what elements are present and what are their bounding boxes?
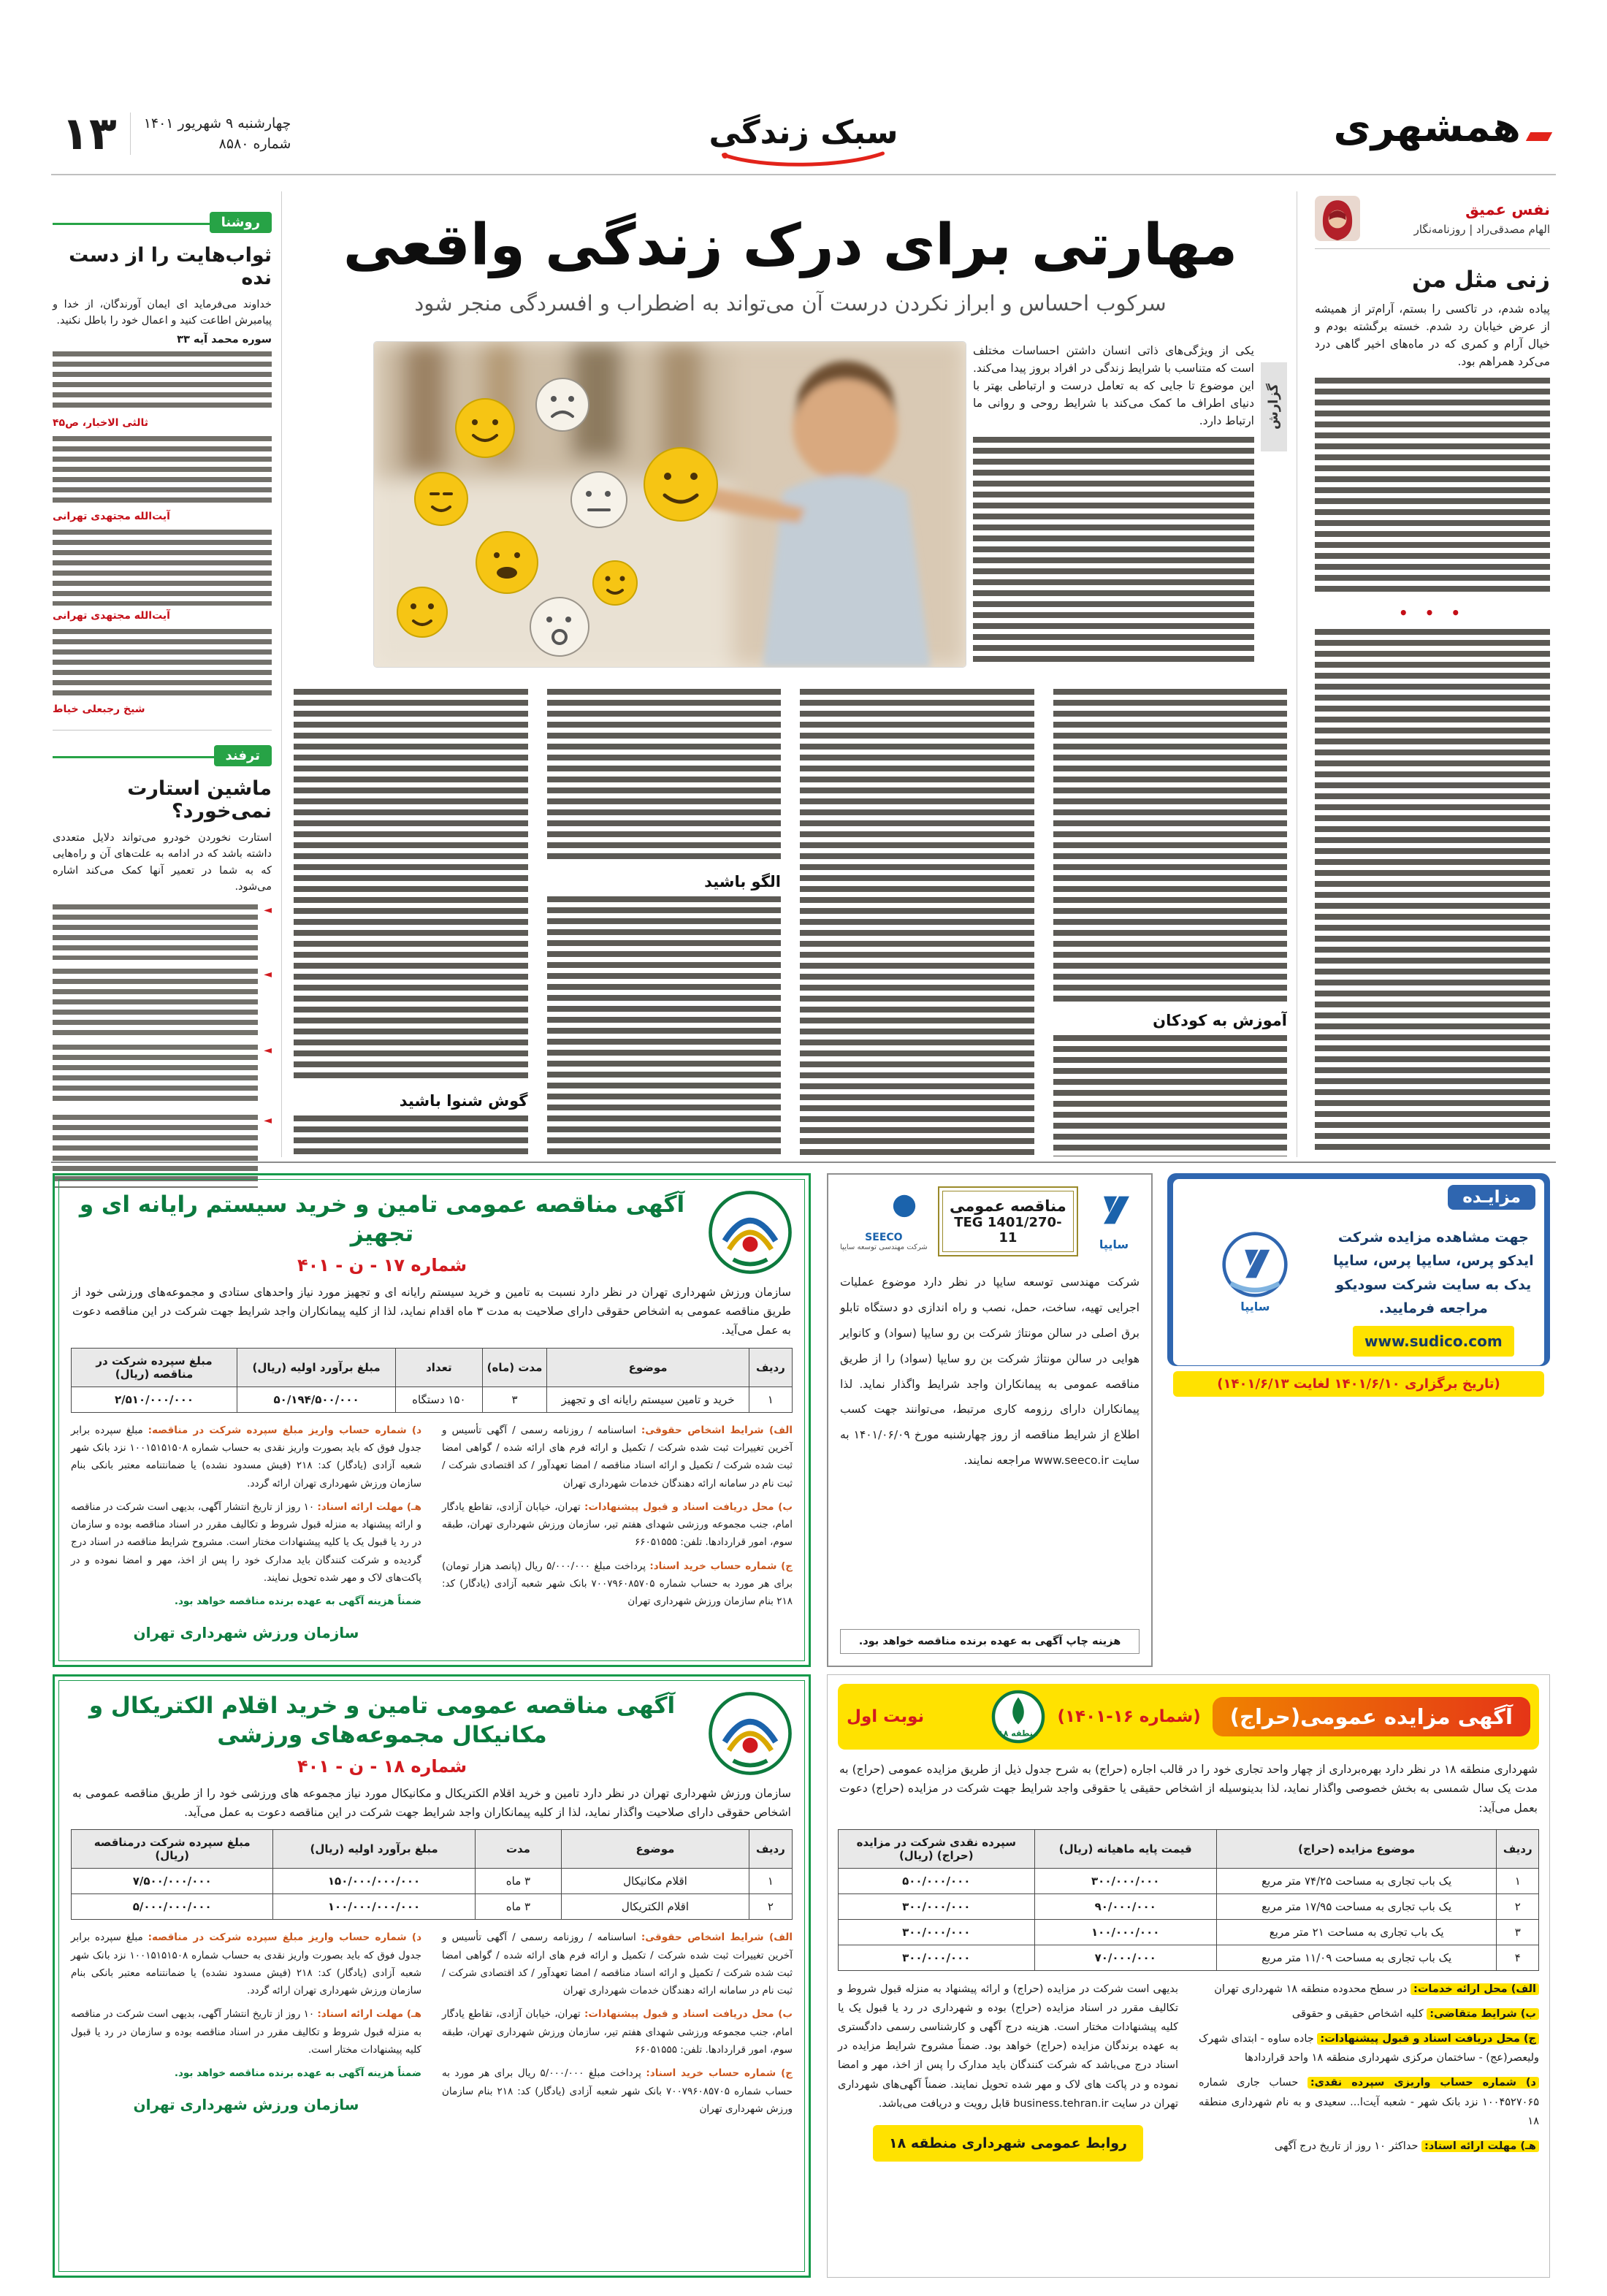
- issue-date: چهارشنبه ۹ شهریور ۱۴۰۱: [143, 115, 291, 131]
- term-text: کلیه اشخاص حقیقی و حقوقی: [1291, 2008, 1424, 2021]
- opinion-header: [1315, 196, 1550, 241]
- term-text: ۱۰ روز از تاریخ انتشار آگهی، بدیهی است شرکت در مناقصه به منزله قبول شروط و تکالیف مقرر در اسناد مناقصه بوده و سازمان در رد یا قبول کلیه پیشنهادات مختار است.: [71, 2008, 421, 2056]
- ad-terms: [71, 1422, 793, 1646]
- table-row: ۱ خرید و تامین سیستم رایانه ای و تجهیز ۳ ۱۵۰ دستگاه ۵۰/۱۹۴/۵۰۰/۰۰۰ ۲/۵۱۰/۰۰۰/۰۰۰: [72, 1387, 793, 1412]
- column-rubric: نفس عمیق: [1465, 201, 1550, 218]
- article-column: [800, 689, 1034, 1156]
- article-lead: یکی از ویژگی‌های ذاتی انسان داشتن احساسات مختلف است که متناسب با شرایط زندگی در افراد بروز پیدا می‌کند. این موضوع تا جایی که به تعامل درست و ارتباطی بهتر با دنیای اطراف ما کمک می‌کند با شرایط روحی و روانی ما ارتباط دارد.: [973, 343, 1254, 427]
- header-rule: [51, 174, 1556, 175]
- tip-item: [53, 1045, 272, 1106]
- term-text: اساسنامه / روزنامه رسمی / آگهی تأسیس و آخرین تغییرات ثبت شده شرکت / تکمیل و ارائه فرم های ارائه شده / گواهی امضا ثبت شده شرکت / تکمیل و ارائه اسناد مناقصه / امضا تعهدآور / کد اقتصادی شرکت / ثبت نام در سامانه ارائه دهندگان خدمات شهرداری تهران: [442, 1931, 793, 1997]
- simulated-body-text: [800, 689, 1034, 1156]
- table-header-row: ردیف موضوع مزایده (حراج) قیمت پایه ماهیانه (ریال) سپرده نقدی شرکت در مزایده (حراج) (ریال): [839, 1830, 1539, 1869]
- seeco-brand: [840, 1192, 928, 1251]
- term-label: د) شماره حساب واریز مبلغ سپرده شرکت در مناقصه:: [148, 1931, 421, 1944]
- term-text: حداکثر ۱۰ روز از تاریخ درج آگهی: [1274, 2140, 1419, 2152]
- sports-organization-crest-icon: [708, 1190, 793, 1275]
- bullet-icon: ◄: [264, 904, 272, 916]
- term-label: ب) شرایط متقاضی:: [1427, 2008, 1539, 2020]
- simulated-body-text: [547, 896, 782, 1156]
- main-article: [294, 191, 1287, 1156]
- terms-column: [442, 1422, 793, 1646]
- ad-terms: [71, 1929, 793, 2124]
- brand-subtitle: شرکت مهندسی توسعه سایپا: [840, 1243, 928, 1251]
- sudico-url: www.sudico.com: [1353, 1326, 1514, 1357]
- article-subhead: الگو باشید: [704, 872, 781, 890]
- column-divider: [281, 191, 282, 1157]
- ad-number: شماره ۱۸ - ن - ۴۰۱: [297, 1755, 467, 1777]
- author-role: روزنامه‌نگار: [1413, 223, 1466, 236]
- tarfand-label: ترفند: [214, 745, 272, 766]
- term-label: الف) شرایط اشخاص حقوقی:: [641, 1424, 793, 1436]
- ad-electrical-tender: [53, 1674, 811, 2278]
- term-label: د) شماره حساب واریز مبلغ سپرده شرکت در مناقصه:: [148, 1424, 421, 1436]
- author-avatar: [1315, 196, 1360, 241]
- ad-header: [840, 1186, 1140, 1256]
- term-text: در سطح محدوده منطقه ۱۸ شهرداری تهران: [1214, 1983, 1408, 1996]
- tip-item: [53, 969, 272, 1036]
- term-text: مبلغ سپرده برابر جدول فوق که باید بصورت واریز نقدی به حساب شماره ۱۰۰۱۵۱۵۱۵۰۸ نزد بانک شهر شعبه آزادی (یادگار) کد: ۲۱۸ (فیش مسدود نشده) یا ضمانتنامه معتبر بانکی بنام سازمان ورزش شهرداری تهران ارائه گردد.: [71, 1424, 421, 1490]
- ad-signature: سازمان ورزش شهرداری تهران: [133, 1623, 359, 1641]
- saipa-logo-icon: [1221, 1231, 1289, 1298]
- ad-haraj-auction: [827, 1674, 1550, 2278]
- term-text: تهران، خیابان آزادی، تقاطع یادگار امام، جنب مجموعه ورزشی شهدای هفتم تیر، سازمان ورزش شهرداری تهران، طبقه سوم، امور قراردادها. تلفن: ۶۶۰۵۱۵۵۵: [442, 2008, 793, 2056]
- sports-organization-crest-icon: [708, 1691, 793, 1776]
- tender-code: TEG 1401/270-11: [954, 1215, 1062, 1246]
- table-row: ۲ اقلام الکتریکال ۳ ماه ۱۰۰/۰۰۰/۰۰۰/۰۰۰ ۵/۰۰۰/۰۰۰/۰۰۰: [72, 1894, 793, 1920]
- tarfand-title: ماشین استارت نمی‌خورد؟: [127, 777, 272, 823]
- term-text: جاده ساوه - ابتدای شهرک ولیعصر(عج) - ساختمان مرکزی شهرداری منطقه ۱۸ واحد قراردادها: [1199, 2033, 1539, 2064]
- auction-logo-block: [1183, 1188, 1327, 1357]
- ad-intro: سازمان ورزش شهرداری تهران در نظر دارد نسبت به تامین و خرید سیستم رایانه ای و تجهیز مورد نیاز واحدهای ستادی و مجموعه‌های ورزشی خود از طریق مناقصه عمومی به اشخاص حقوقی دارای صلاحیت به مدت ۳ ماه اقدام نماید، لذا از کلیه پیمانکاران واجد شرایط جهت شرکت در این مناقصه دعوت به عمل می‌آید.: [72, 1285, 791, 1338]
- simulated-body-text: [547, 689, 782, 864]
- table-header-row: ردیف موضوع مدت (ماه) تعداد مبلغ برآورد اولیه (ریال) مبلغ سپرده شرکت در مناقصه (ریال): [72, 1348, 793, 1387]
- ad-note: ضمناً هزینه آگهی به عهده برنده مناقصه خواهد بود.: [174, 2067, 421, 2080]
- bullet-icon: ◄: [264, 968, 272, 980]
- ad-title: آگهی مناقصه عمومی تامین و خرید اقلام الکتریکال و مکانیکال مجموعه‌های ورزشی: [88, 1693, 676, 1749]
- opinion-lead: پیاده شدم، در تاکسی را بستم، آرام‌تر از همیشه از عرض خیابان رد شدم. خسته برگشته بودم و خیال آرام و کمری که در ماه‌های اخیر گاهی درد می‌کرد همراهم بود.: [1315, 302, 1550, 369]
- tender-table: [71, 1348, 793, 1413]
- ad-title: آگهی مناقصه عمومی تامین و خرید سیستم رایانه ای و تجهیز: [79, 1191, 685, 1248]
- terms-column: [838, 1980, 1178, 2162]
- auction-text-block: [1333, 1226, 1534, 1357]
- auction-table: [838, 1829, 1539, 1971]
- simulated-body-text: [294, 689, 528, 1083]
- smiley-faces-illustration: [374, 342, 966, 667]
- ad-number: (شماره ۱۶-۱۴۰۱): [1057, 1707, 1201, 1726]
- auction-body: جهت مشاهده مزایده شرکت ایدکو پرس، سایپا پرس، سایپا یدک به سایت شرکت سودیکو مراجعه فرمایید.: [1333, 1229, 1534, 1316]
- simulated-body-text: [1053, 1035, 1288, 1156]
- roshana-header: [53, 212, 272, 237]
- author-line: الهام مصدقی‌راد | روزنامه‌نگار: [1413, 223, 1550, 236]
- opinion-title: زنی مثل من: [1411, 267, 1550, 293]
- roshana-label: روشنا: [210, 212, 272, 233]
- term-label: د) شماره حساب واریزی سپرده نقدی:: [1308, 2077, 1539, 2089]
- simulated-body-text: [53, 436, 272, 506]
- simulated-body-text: [1053, 689, 1288, 1003]
- left-sidebar: [53, 212, 272, 1188]
- auction-dates: (تاریخ برگزاری ۱۴۰۱/۶/۱۰ لغایت ۱۴۰۱/۶/۱۳): [1173, 1371, 1544, 1397]
- simulated-body-text: [53, 351, 272, 413]
- article-media-row: [294, 342, 1287, 667]
- quote-ref: شیخ رجبعلی خیاط: [53, 703, 145, 715]
- ad-header: [838, 1684, 1539, 1750]
- section-title-flourish-icon: [719, 151, 888, 167]
- table-header-row: ردیف موضوع مدت مبلغ برآورد اولیه (ریال) مبلغ سپرده شرکت درمناقصه (ریال): [72, 1830, 793, 1869]
- terms-column: [71, 1422, 421, 1646]
- crest-label: منطقه ۱۸: [999, 1728, 1039, 1739]
- roshana-intro: خداوند می‌فرماید ای ایمان آورندگان، از خدا و پیامبرش اطاعت کنید و اعمال خود را باطل نکنید.: [53, 299, 272, 327]
- term-label: ج) محل دریافت اسناد و قبول پیشنهادات:: [1317, 2033, 1539, 2045]
- terms-column: [442, 1929, 793, 2124]
- newspaper-logo: [1334, 104, 1550, 151]
- table-row: ۱ اقلام مکانیکال ۳ ماه ۱۵۰/۰۰۰/۰۰۰/۰۰۰ ۷/۵۰۰/۰۰۰/۰۰۰: [72, 1869, 793, 1894]
- issue-number: شماره ۸۵۸۰: [218, 136, 291, 152]
- simulated-body-text: [1315, 378, 1550, 597]
- simulated-body-text: [53, 904, 258, 960]
- section-separator: • • •: [1398, 604, 1467, 622]
- main-headline: مهارتی برای درک زندگی واقعی: [343, 213, 1238, 278]
- ad-title: آگهی مزایده عمومی(حراج): [1213, 1697, 1530, 1736]
- ad-round: نوبت اول: [847, 1707, 925, 1726]
- terms-column: [1199, 1980, 1539, 2162]
- ad-intro: سازمان ورزش شهرداری تهران در نظر دارد تامین و خرید اقلام الکتریکال و مکانیکال مورد نیاز مجموعه های ورزشی خود را از طریق مناقصه عمومی به اشخاص حقوقی دارای صلاحیت واگذار نماید، لذا از کلیه پیمانکاران واجد شرایط جهت شرکت در این مناقصه دعوت به عمل می‌آید.: [72, 1786, 791, 1819]
- article-column: [1053, 689, 1288, 1156]
- ad-header: [71, 1190, 793, 1275]
- term-label: الف) محل ارائه خدمات:: [1411, 1983, 1539, 1995]
- table-row: ۴ یک باب تجاری به مساحت ۱۱/۰۹ متر مربع ۷۰/۰۰۰/۰۰۰ ۳۰۰/۰۰۰/۰۰۰: [839, 1945, 1539, 1971]
- logo-red-accent-icon: [1526, 132, 1552, 141]
- ads-divider: [51, 1162, 1556, 1163]
- term-text: حساب جاری شماره ۱۰۰۴۵۲۷۰۶۵ نزد بانک شهر - شعبه آیت‌ا... سعیدی و به نام شهرداری منطقه ۱۸: [1199, 2077, 1539, 2127]
- ad-signature: روابط عمومی شهرداری منطقه ۱۸: [873, 2125, 1143, 2162]
- ad-sudico-auction: [1167, 1173, 1550, 1392]
- main-subtitle: سرکوب احساس و ابراز نکردن درست آن می‌تواند به اضطراب و افسردگی منجر شود: [414, 290, 1167, 316]
- terms-column: [71, 1929, 421, 2124]
- term-label: الف) شرایط اشخاص حقوقی:: [641, 1931, 793, 1944]
- quote-ref: ثالثی الاخبار، ص۴۵: [53, 416, 148, 429]
- saipa-brand: [1088, 1192, 1140, 1251]
- tender-title: مناقصه عمومی: [949, 1197, 1066, 1215]
- term-label: هـ) مهلت ارائه اسناد:: [317, 2008, 421, 2021]
- tarfand-header: [53, 745, 272, 770]
- article-subhead: گوش شنوا باشید: [399, 1091, 528, 1110]
- term-label: ج) شماره حساب خرید اسناد:: [649, 1560, 793, 1572]
- article-column: [547, 689, 782, 1156]
- term-label: هـ) مهلت ارائه اسناد:: [1421, 2140, 1539, 2152]
- quran-verse-ref: سوره محمد آیه ۳۳: [177, 333, 272, 346]
- article-photo: [374, 342, 966, 667]
- bullet-icon: ◄: [264, 1114, 272, 1126]
- simulated-body-text: [1315, 629, 1550, 1154]
- tip-item: [53, 904, 272, 960]
- tender-number-box: [938, 1186, 1078, 1256]
- term-label: ب) محل دریافت اسناد و قبول پیشنهادات:: [584, 2008, 793, 2021]
- table-row: ۱ یک باب تجاری به مساحت ۷۴/۲۵ متر مربع ۳۰۰/۰۰۰/۰۰۰ ۵۰۰/۰۰۰/۰۰۰: [839, 1869, 1539, 1894]
- ad-computer-tender: [53, 1173, 811, 1667]
- term-text: ۱۰ روز از تاریخ انتشار آگهی، بدیهی است شرکت در مناقصه و ارائه پیشنهاد به منزله قبول شروط و تکالیف مقرر در اسناد مناقصه بوده و سازمان در رد یا قبول یک یا کلیه پیشنهادات مختار است. مشروح شرایط مناقصه در اسناد درج گردیده و شرکت کنندگان باید مدارک خود را پس از اخذ، مهر و امضا نموده و در پاکت‌های لاک و مهر شده تحویل نمایند.: [71, 1500, 421, 1584]
- seeco-logo-icon: [881, 1192, 928, 1227]
- kicker-label: گزارش: [1266, 384, 1282, 430]
- roshana-box: [53, 212, 272, 715]
- simulated-body-text: [294, 1115, 528, 1156]
- roshana-title: ثواب‌هایت را از دست نده: [69, 244, 272, 289]
- auction-tag: مزایـده: [1448, 1185, 1535, 1210]
- meta-divider: [130, 112, 131, 155]
- section-header: [709, 114, 898, 170]
- ad-signature: سازمان ورزش شهرداری تهران: [133, 2095, 359, 2113]
- term-text: بدیهی است شرکت در مزایده (حراج) و ارائه پیشنهاد به منزله قبول شروط و تکالیف مقرر در اسناد مزایده (حراج) بوده و شهرداری در رد یا قبول یک یا کلیه پیشنهادات مختار است. هزینه درج آگهی و کارشناسی رسمی دادگستری به عهده برندگان مزایده (حراج) خواهد بود. ضمناً مشروح شرایط مزایده در اسناد درج می‌باشد که شرکت کنندگان باید مدارک را پس از اخذ، مهر و امضا نموده و در پاکت های لاک و مهر شده تحویل نمایند. ضمناً آگهی‌های شهرداری تهران در سایت business.tehran.ir قابل رویت و دریافت می‌باشد.: [838, 1983, 1178, 2110]
- term-label: ج) شماره حساب خرید اسناد:: [646, 2067, 793, 2080]
- article-lead-column: [973, 342, 1254, 667]
- simulated-body-text: [53, 1045, 258, 1106]
- page-number: ۱۳: [61, 107, 117, 160]
- term-text: پرداخت مبلغ ۵/۰۰۰/۰۰۰ ریال (پانصد هزار تومان) برای هر مورد به حساب شماره ۷۰۰۷۹۶۰۸۵۷۰۵ بانک شهر شعبه آزادی (یادگار) کد: ۲۱۸ بنام سازمان ورزش شهرداری تهران: [442, 1560, 793, 1608]
- bullet-icon: ◄: [264, 1044, 272, 1056]
- ad-saipa-tender: [827, 1173, 1153, 1667]
- author-name: الهام مصدقی‌راد: [1476, 223, 1550, 236]
- brand-name: سایپا: [1240, 1300, 1270, 1314]
- article-subhead: آموزش به کودکان: [1153, 1011, 1287, 1029]
- ad-note: ضمناً هزینه آگهی به عهده برنده مناقصه خواهد بود.: [174, 1595, 421, 1608]
- quote-ref: آیت‌الله مجتهدی تهرانی: [53, 510, 170, 522]
- article-column: [294, 689, 528, 1156]
- term-label: ب) محل دریافت اسناد و قبول پیشنهادات:: [584, 1500, 793, 1513]
- quote-ref: آیت‌الله مجتهدی تهرانی: [53, 609, 170, 622]
- simulated-body-text: [53, 530, 272, 606]
- ad-body: شرکت مهندسی توسعه سایپا در نظر دارد موضوع عملیات اجرایی تهیه، ساخت، حمل، نصب و راه اندازی دو دستگاه تابلو برق اصلی در سالن مونتاژ شرکت بن رو سایپا (سواد) و کانوایر هوایی در سالن مونتاژ شرکت بن رو سایپا (سواد) را از طریق مناقصه عمومی به پیمانکاران واجد شرایط واگذار نماید. لذا پیمانکاران دارای رزومه کاری مرتبط، می‌توانند جهت کسب اطلاع از شرایط مناقصه از روز چهارشنبه مورخ ۱۴۰۱/۰۶/۰۹ به سایت www.seeco.ir مراجعه نمایند.: [840, 1275, 1140, 1468]
- page-meta: [61, 107, 291, 160]
- simulated-body-text: [973, 437, 1254, 667]
- simulated-body-text: [53, 629, 272, 699]
- term-text: مبلغ سپرده برابر جدول فوق که باید بصورت واریز نقدی به حساب شماره ۱۰۰۱۵۱۵۱۵۰۸ نزد بانک شهر شعبه آزادی (یادگار) کد: ۲۱۸ (فیش مسدود نشده) یا ضمانتنامه معتبر بانکی بنام سازمان ورزش شهرداری تهران ارائه گردد.: [71, 1931, 421, 1997]
- district18-crest-icon: [991, 1690, 1045, 1744]
- ad-number: شماره ۱۷ - ن - ۴۰۱: [297, 1254, 467, 1275]
- ad-intro: شهرداری منطقه ۱۸ در نظر دارد بهره‌برداری از چهار واحد تجاری خود را در قالب اجاره (حراج) به شرح جدول ذیل از طریق مزایده عمومی (حراج) به مدت یک سال شمسی به بخش خصوصی واگذار نماید، لذا بدینوسیله از اشخاص حقیقی یا حقوقی واجد شرایط جهت شرکت در مزایده (حراج) دعوت بعمل می‌آید:: [839, 1763, 1538, 1815]
- term-text: تهران، خیابان آزادی، تقاطع یادگار امام، جنب مجموعه ورزشی شهدای هفتم تیر، سازمان ورزش شهرداری تهران، طبقه سوم، امور قراردادها. تلفن: ۶۶۰۵۱۵۵۵: [442, 1500, 793, 1549]
- brand-name: SEECO: [865, 1231, 903, 1243]
- saipa-logo-icon: [1088, 1192, 1140, 1233]
- tender-table: [71, 1829, 793, 1920]
- ad-note: هزینه چاپ آگهی به عهده برنده مناقصه خواهد بود.: [840, 1629, 1140, 1654]
- term-label: هـ) مهلت ارائه اسناد:: [317, 1500, 421, 1513]
- opinion-column: [1315, 196, 1550, 1154]
- tarfand-intro: استارت نخوردن خودرو می‌تواند دلایل متعددی داشته باشد که در ادامه به علت‌های آن و راه‌هایی که به شما در تعمیر آنها کمک می‌کند اشاره می‌شود.: [53, 831, 272, 893]
- kicker-tab: [1261, 362, 1287, 451]
- brand-name: سایپا: [1099, 1237, 1129, 1251]
- article-columns: [294, 689, 1287, 1156]
- simulated-body-text: [53, 969, 258, 1036]
- ad-terms: [838, 1980, 1539, 2162]
- tarfand-box: [53, 745, 272, 1188]
- term-text: پرداخت مبلغ ۵/۰۰۰/۰۰۰ ریال برای هر مورد به حساب شماره ۷۰۰۷۹۶۰۸۵۷۰۵ بانک شهر شعبه آزادی (یادگار) کد: ۲۱۸ بنام سازمان ورزش شهرداری تهران: [442, 2067, 793, 2115]
- ad-header: [71, 1691, 793, 1777]
- table-row: ۳ یک باب تجاری به مساحت ۲۱ متر مربع ۱۰۰/۰۰۰/۰۰۰ ۳۰۰/۰۰۰/۰۰۰: [839, 1920, 1539, 1945]
- section-title: سبک زندگی: [709, 114, 898, 151]
- table-row: ۲ یک باب تجاری به مساحت ۱۷/۹۵ متر مربع ۹۰/۰۰۰/۰۰۰ ۳۰۰/۰۰۰/۰۰۰: [839, 1894, 1539, 1920]
- newspaper-name: همشهری: [1333, 104, 1521, 151]
- term-text: اساسنامه / روزنامه رسمی / آگهی تأسیس و آخرین تغییرات ثبت شده شرکت / تکمیل و ارائه فرم های ارائه شده / گواهی امضا ثبت شده شرکت / تکمیل و ارائه اسناد مناقصه / امضا تعهدآور / کد اقتصادی شرکت / ثبت نام در سامانه ارائه دهندگان خدمات شهرداری تهران: [442, 1424, 793, 1490]
